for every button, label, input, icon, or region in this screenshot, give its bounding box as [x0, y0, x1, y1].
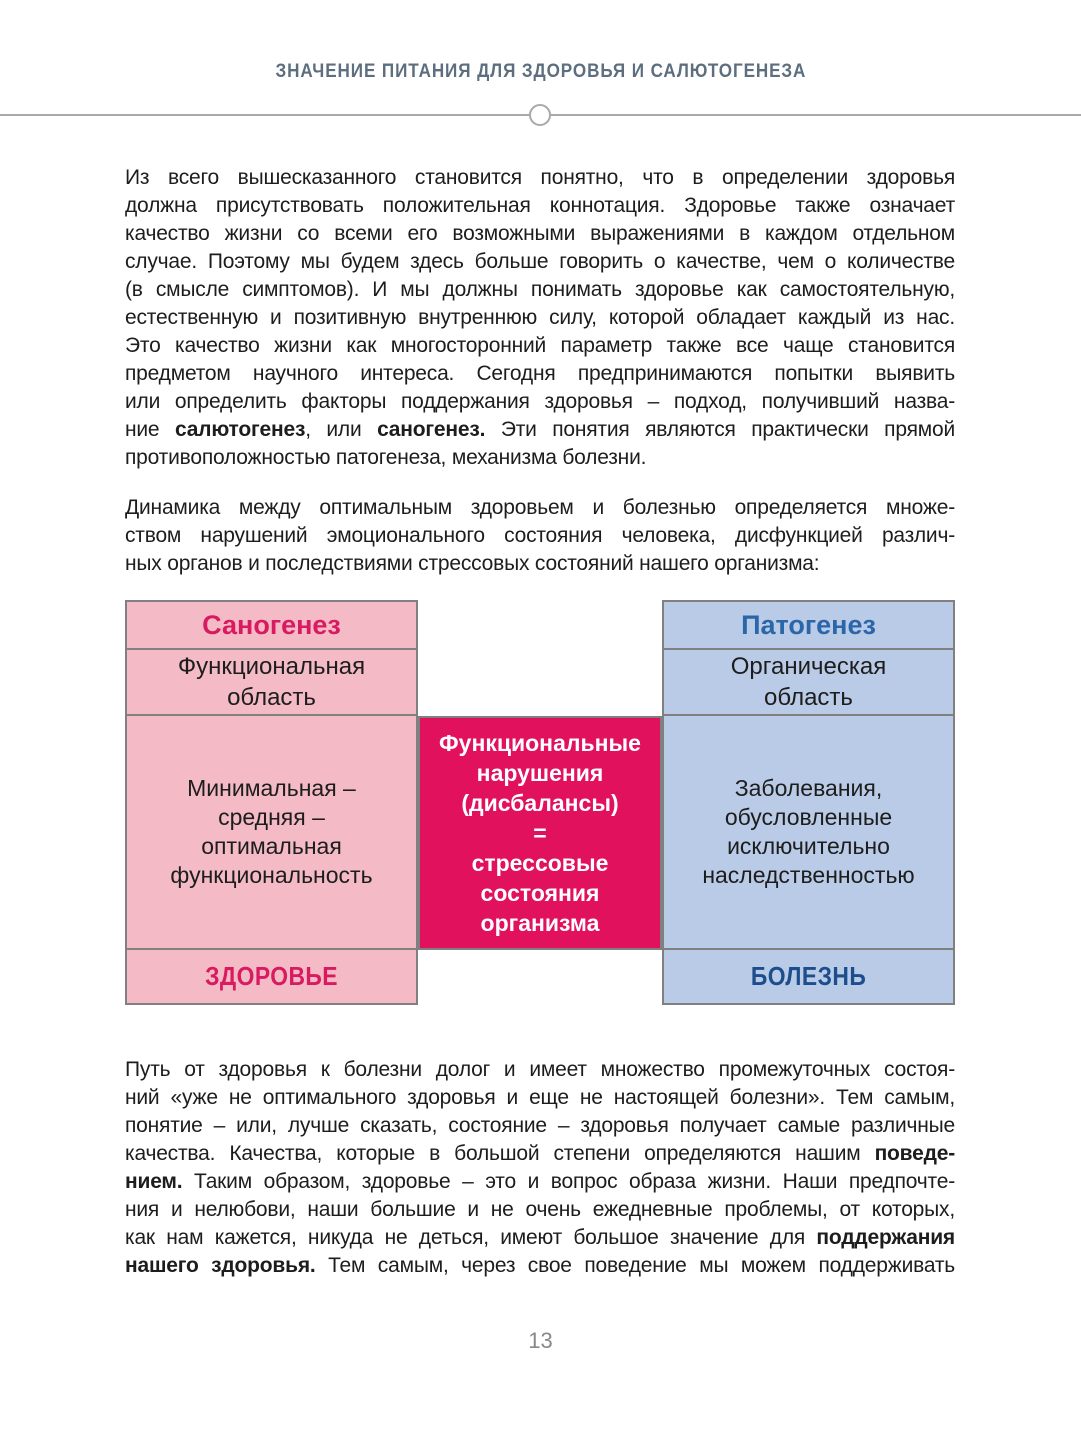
pathogenesis-title-cell — [662, 600, 955, 650]
middle-column — [418, 600, 662, 1005]
sanogenesis-title: Саногенез — [202, 609, 341, 640]
running-head — [0, 61, 1081, 83]
diagram-top-gap — [418, 600, 662, 716]
diagram-bottom-gap — [418, 950, 662, 1005]
health-cell — [125, 950, 418, 1005]
sanogenesis-title-cell — [125, 600, 418, 650]
hereditary-diseases-cell — [662, 716, 955, 950]
functional-area-label: Функциональная область — [177, 653, 366, 711]
functional-disorders-text: Функциональные нарушения (дисбалансы) = стрессовые состояния организма — [439, 730, 641, 936]
sanogenesis-column — [125, 600, 418, 1005]
pathogenesis-column — [662, 600, 955, 1005]
functional-area-cell — [125, 650, 418, 716]
page-number: 13 — [528, 1328, 553, 1353]
organic-area-cell — [662, 650, 955, 716]
chapter-title: ЗНАЧЕНИЕ ПИТАНИЯ ДЛЯ ЗДОРОВЬЯ И САЛЮТОГЕНЕЗА — [275, 61, 806, 82]
functional-disorders-cell — [418, 716, 662, 950]
disease-cell — [662, 950, 955, 1005]
divider-circle-ornament — [529, 104, 551, 126]
paragraph-1: Из всего вышесказанного становится понятно, что в определении здоровья должна присутствовать положительная коннотация. Здоровье также означает качество жизни со всеми его возможными выражениями в каждом отдельном случае. Поэтому мы будем здесь больше говорить о качестве, чем о количестве (в смысле симптомов). И мы должны понимать здоровье как самостоятельную, естественную и позитивную внутреннюю силу, которой обладает каждый из нас. Это качество жизни как многосторонний параметр также все чаще становится предметом научного интереса. Сегодня предпринимаются попытки выявить или определить факторы поддержания здоровья – подход, получивший назва- ние салютогенез, или саногенез. Эти понятия являются практически прямой противоположностью патогенеза, механизма болезни. — [125, 166, 955, 469]
functionality-range-text: Минимальная – средняя – оптимальная функциональность — [170, 775, 373, 888]
pathogenesis-title: Патогенез — [741, 609, 876, 640]
disease-label: БОЛЕЗНЬ — [750, 961, 867, 991]
sanogenesis-pathogenesis-diagram — [125, 600, 955, 1005]
paragraph-3: Путь от здоровья к болезни долог и имеет множество промежуточных состоя- ний «уже не оптимального здоровья и еще не настоящей болезни». Тем самым, понятие – или, лучше сказать, состояние – здоровья получает самые различные качества. Качества, которые в большой степени определяются нашим поведе- нием. Таким образом, здоровье – это и вопрос образа жизни. Наши предпочте- ния и нелюбови, наши большие и не очень ежедневные проблемы, от которых, как нам кажется, никуда не деться, имеют большое значение для поддержания нашего здоровья. Тем самым, через свое поведение мы можем поддерживать — [125, 1058, 955, 1277]
hereditary-diseases-text: Заболевания, обусловленные исключительно наследственностью — [702, 775, 915, 888]
health-label: ЗДОРОВЬЕ — [205, 961, 338, 991]
organic-area-label: Органическая область — [730, 653, 887, 711]
paragraph-2: Динамика между оптимальным здоровьем и болезнью определяется множе- ством нарушений эмоционального состояния человека, дисфункцией различ- ных органов и последствиями стрессовых состояний нашего организма: — [125, 496, 955, 575]
functionality-range-cell — [125, 716, 418, 950]
